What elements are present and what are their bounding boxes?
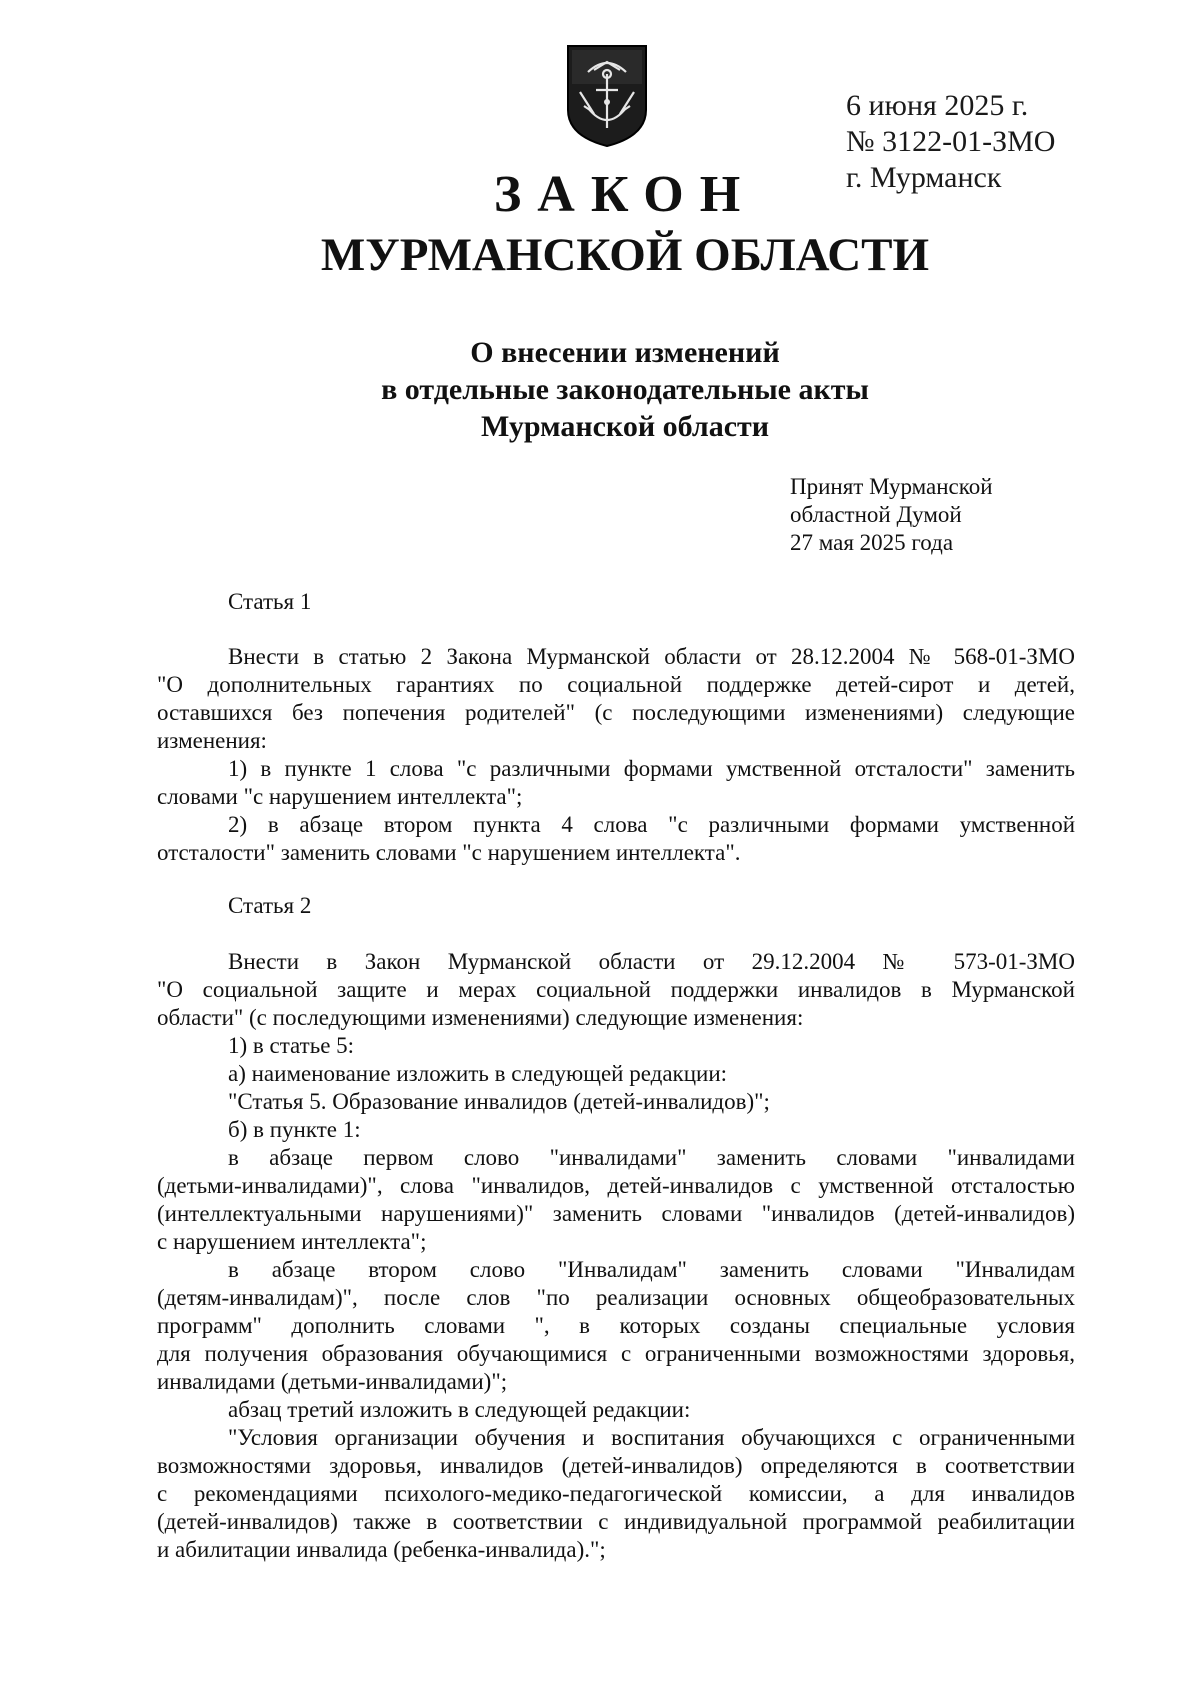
article-2-body bbox=[157, 948, 1075, 1564]
text-line: (интеллектуальными нарушениями)" заменить словами "инвалидов (детей-инвалидов) bbox=[157, 1201, 1075, 1226]
text-line: в абзаце первом слово "инвалидами" заменить словами "инвалидами bbox=[228, 1145, 1075, 1170]
subject-line: О внесении изменений bbox=[470, 336, 780, 369]
text-line: области" (с последующими изменениями) следующие изменения: bbox=[157, 1005, 804, 1030]
text-line: (детьми-инвалидами)", слова "инвалидов, детей-инвалидов с умственной отсталостью bbox=[157, 1173, 1075, 1198]
text-line: 1) в статье 5: bbox=[228, 1033, 355, 1058]
text-line: Внести в статью 2 Закона Мурманской области от 28.12.2004 № 568-01-ЗМО bbox=[228, 644, 1075, 669]
text-line: словами "с нарушением интеллекта"; bbox=[157, 784, 523, 809]
subject-line: Мурманской области bbox=[480, 410, 770, 443]
article-1-body bbox=[157, 643, 1075, 867]
text-line: оставшихся без попечения родителей" (с последующими изменениями) следующие bbox=[157, 700, 1075, 725]
text-line: 2) в абзаце втором пункта 4 слова "с различными формами умственной bbox=[228, 812, 1075, 837]
text-line: Внести в Закон Мурманской области от 29.12.2004 № 573-01-ЗМО bbox=[228, 949, 1075, 974]
text-line: с нарушением интеллекта"; bbox=[157, 1229, 427, 1254]
adoption-note bbox=[790, 473, 993, 557]
coat-of-arms-icon bbox=[566, 44, 648, 148]
document-type-title: ЗАКОН bbox=[493, 166, 757, 223]
text-line: а) наименование изложить в следующей редакции: bbox=[228, 1061, 728, 1086]
text-line: б) в пункте 1: bbox=[228, 1117, 361, 1142]
text-line: 1) в пункте 1 слова "с различными формами умственной отсталости" заменить bbox=[228, 756, 1075, 781]
stamp-city: г. Мурманск bbox=[846, 161, 1002, 194]
text-line: "О дополнительных гарантиях по социальной поддержке детей-сирот и детей, bbox=[157, 672, 1075, 697]
text-line: возможностями здоровья, инвалидов (детей-инвалидов) определяются в соответствии bbox=[157, 1453, 1075, 1478]
region-title: МУРМАНСКОЙ ОБЛАСТИ bbox=[320, 229, 930, 281]
subject-line: в отдельные законодательные акты bbox=[381, 373, 869, 406]
text-line: с рекомендациями психолого-медико-педагогической комиссии, а для инвалидов bbox=[157, 1481, 1075, 1506]
text-line: программ" дополнить словами ", в которых созданы специальные условия bbox=[157, 1313, 1075, 1338]
stamp-date: 6 июня 2025 г. bbox=[846, 89, 1029, 122]
adoption-line: областной Думой bbox=[790, 502, 962, 527]
text-line: отсталости" заменить словами "с нарушением интеллекта". bbox=[157, 840, 741, 865]
text-line: изменения: bbox=[157, 728, 267, 753]
stamp-number: № 3122-01-ЗМО bbox=[846, 125, 1056, 158]
adoption-line: Принят Мурманской bbox=[790, 474, 993, 499]
text-line: (детям-инвалидам)", после слов "по реализации основных общеобразовательных bbox=[157, 1285, 1075, 1310]
text-line: "Статья 5. Образование инвалидов (детей-инвалидов)"; bbox=[228, 1089, 770, 1114]
text-line: для получения образования обучающимися с ограниченными возможностями здоровья, bbox=[157, 1341, 1075, 1366]
adoption-line: 27 мая 2025 года bbox=[790, 530, 954, 555]
article-1-heading: Статья 1 bbox=[228, 589, 312, 614]
text-line: в абзаце втором слово "Инвалидам" заменить словами "Инвалидам bbox=[228, 1257, 1075, 1282]
text-line: инвалидами (детьми-инвалидами)"; bbox=[157, 1369, 508, 1394]
text-line: "О социальной защите и мерах социальной поддержки инвалидов в Мурманской bbox=[157, 977, 1075, 1002]
article-2-heading: Статья 2 bbox=[228, 893, 312, 918]
text-line: (детей-инвалидов) также в соответствии с индивидуальной программой реабилитации bbox=[157, 1509, 1075, 1534]
text-line: и абилитации инвалида (ребенка-инвалида)."; bbox=[157, 1537, 606, 1562]
text-line: абзац третий изложить в следующей редакции: bbox=[228, 1397, 691, 1422]
text-line: "Условия организации обучения и воспитания обучающихся с ограниченными bbox=[228, 1425, 1075, 1450]
law-subject bbox=[0, 334, 1200, 445]
